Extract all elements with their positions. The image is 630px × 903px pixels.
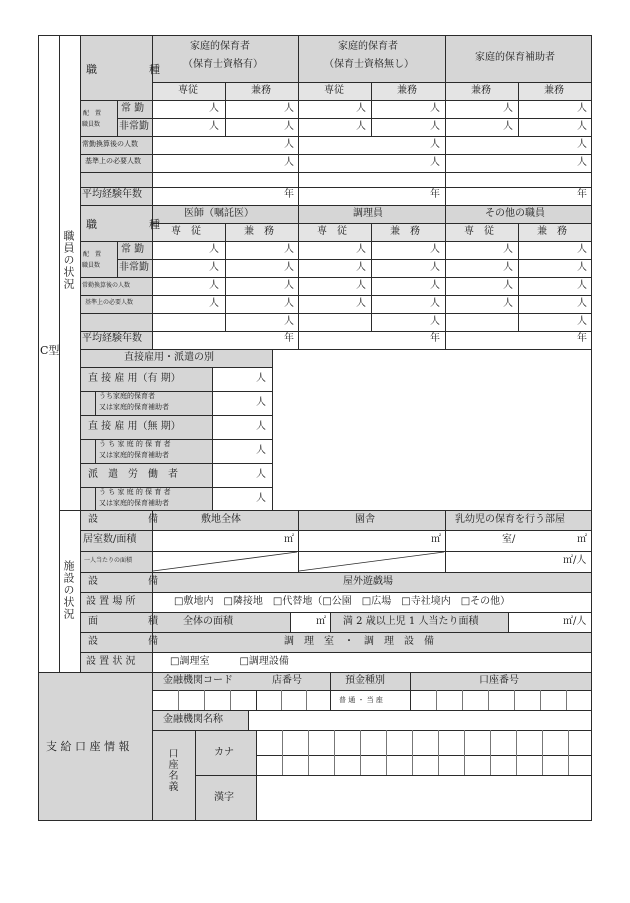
unit: 人 <box>430 244 440 255</box>
col-header: 園舎 <box>355 514 375 525</box>
unit: 人 <box>430 262 440 273</box>
unit: 人 <box>430 316 440 327</box>
unit: 人 <box>503 121 513 132</box>
unit: 人 <box>256 445 266 456</box>
unit: 人 <box>284 298 294 309</box>
row-label: 配 置 <box>83 251 102 258</box>
col-header: 口座番号 <box>479 675 519 686</box>
unit: 人 <box>430 139 440 150</box>
col-header: 兼務 <box>251 85 271 96</box>
unit: 室/ <box>502 534 516 545</box>
row-label: カナ <box>214 747 234 758</box>
unit: 人 <box>356 298 366 309</box>
col-header: 兼 務 <box>390 226 420 237</box>
unit: 人 <box>430 157 440 168</box>
employment-sub: 又は家庭的保育補助者 <box>99 499 169 507</box>
col-header: 店番号 <box>272 675 302 686</box>
employment-sub: 又は家庭的保育補助者 <box>99 451 169 459</box>
unit: 人 <box>430 280 440 291</box>
unit: 人 <box>577 121 587 132</box>
unit: 人 <box>356 280 366 291</box>
row-label: 漢字 <box>214 792 234 803</box>
row-label: 平均経験年数 <box>82 333 142 344</box>
unit: 人 <box>256 493 266 504</box>
unit: 年 <box>430 189 440 200</box>
col-header: 兼務 <box>397 85 417 96</box>
cat-label: 医師（嘱託医） <box>184 208 254 219</box>
row-label: 平均経験年数 <box>82 189 142 200</box>
unit: 人 <box>209 244 219 255</box>
employment-label: 派 遣 労 働 者 <box>88 469 178 480</box>
col-header: 兼 務 <box>244 226 274 237</box>
setsubi-label: 設 備 <box>88 514 168 525</box>
col-header: 専従 <box>324 85 344 96</box>
unit: 年 <box>577 189 587 200</box>
unit: 人 <box>209 121 219 132</box>
row-label: 設 置 状 況 <box>86 656 136 667</box>
section-type: C型 <box>40 344 60 357</box>
setsubi-label: 設 備 <box>88 636 168 647</box>
unit: 人 <box>356 262 366 273</box>
row-label: 設 置 場 所 <box>86 596 136 607</box>
employment-sub: う ち 家 庭 的 保 育 者 <box>99 440 171 448</box>
col-header: 乳幼児の保育を行う部屋 <box>455 514 565 525</box>
employment-label: 直 接 雇 用（有 期） <box>88 373 181 384</box>
unit: 人 <box>209 262 219 273</box>
row-label: 非常勤 <box>119 121 149 132</box>
employment-sub: うち家庭的保育者 <box>99 392 155 400</box>
col-header: 兼務 <box>471 85 491 96</box>
unit: 人 <box>577 139 587 150</box>
unit: 人 <box>577 103 587 114</box>
row-label: 満 2 歳以上児 1 人当たり面積 <box>343 616 479 627</box>
unit: 年 <box>430 333 440 344</box>
unit: 人 <box>284 139 294 150</box>
row-label: 職員数 <box>82 262 101 269</box>
cat-label: 調理員 <box>353 208 383 219</box>
unit: ㎡/人 <box>563 555 587 566</box>
unit: 人 <box>503 103 513 114</box>
unit: 人 <box>256 421 266 432</box>
unit: 人 <box>284 262 294 273</box>
facility-section-label: 施設の状況 <box>62 560 75 620</box>
row-label: 居室数/面積 <box>83 534 137 545</box>
row-label: 基準上の必要人数 <box>85 299 134 306</box>
bank-section-label: 支 給 口 座 情 報 <box>46 740 130 753</box>
row-label: 常 勤 <box>121 103 145 114</box>
unit: 人 <box>577 244 587 255</box>
unit: 人 <box>577 316 587 327</box>
cat-label: 家庭的保育者 <box>338 41 398 52</box>
col-header: 預金種別 <box>345 675 385 686</box>
cat-label: 家庭的保育者 <box>190 41 250 52</box>
col-header: 屋外遊戯場 <box>343 576 393 587</box>
col-header: 金融機関コード <box>163 675 233 686</box>
row-label: 一人当たりの面積 <box>84 557 133 564</box>
unit: 人 <box>209 103 219 114</box>
row-label: 金融機関名称 <box>163 714 223 725</box>
row-label: 常勤換算後の人数 <box>82 140 138 148</box>
unit: 人 <box>284 316 294 327</box>
unit: 人 <box>577 280 587 291</box>
row-label: 職員数 <box>82 121 101 128</box>
row-label: 非常勤 <box>119 262 149 273</box>
col-header: 専 従 <box>317 226 347 237</box>
staff-section-label: 職員の状況 <box>62 230 75 290</box>
unit: 人 <box>356 103 366 114</box>
row-label: 常 勤 <box>121 244 145 255</box>
deposit-type[interactable]: 普 通 ・ 当 座 <box>339 696 383 704</box>
unit: 人 <box>256 373 266 384</box>
employment-sub: う ち 家 庭 的 保 育 者 <box>99 488 171 496</box>
unit: 年 <box>284 333 294 344</box>
cat-label: （保育士資格有） <box>183 59 263 70</box>
unit: 人 <box>577 157 587 168</box>
col-header: 敷地全体 <box>201 514 241 525</box>
unit: 人 <box>356 244 366 255</box>
shoku-label: 職 種 <box>86 63 170 76</box>
unit: ㎡ <box>431 534 441 545</box>
unit: 年 <box>284 189 294 200</box>
unit: 人 <box>503 280 513 291</box>
row-label: 面 積 <box>88 616 168 627</box>
unit: 年 <box>577 333 587 344</box>
unit: 人 <box>284 121 294 132</box>
row-label: 基準上の必要人数 <box>85 157 141 165</box>
unit: 人 <box>430 121 440 132</box>
unit: ㎡/人 <box>563 616 587 627</box>
unit: 人 <box>430 298 440 309</box>
unit: 人 <box>209 298 219 309</box>
cat-label: 家庭的保育補助者 <box>475 52 555 63</box>
row-label: 配 置 <box>83 110 102 117</box>
unit: 人 <box>284 157 294 168</box>
unit: ㎡ <box>284 534 294 545</box>
unit: 人 <box>503 244 513 255</box>
unit: 人 <box>284 103 294 114</box>
col-header: 専 従 <box>171 226 201 237</box>
setsubi-label: 設 備 <box>88 576 168 587</box>
shoku-label: 職 種 <box>86 218 170 231</box>
unit: 人 <box>284 244 294 255</box>
col-header: 専従 <box>178 85 198 96</box>
employment-header: 直接雇用・派遣の別 <box>124 352 214 363</box>
unit: 人 <box>503 262 513 273</box>
col-header: 調 理 室 ・ 調 理 設 備 <box>284 636 434 647</box>
col-header: 兼務 <box>544 85 564 96</box>
unit: ㎡ <box>577 534 587 545</box>
cat-label: （保育士資格無し） <box>324 59 414 70</box>
unit: 人 <box>577 298 587 309</box>
unit: 人 <box>356 121 366 132</box>
unit: 人 <box>256 397 266 408</box>
unit: 人 <box>256 469 266 480</box>
row-label: 口座名義 <box>166 748 177 792</box>
unit: 人 <box>209 280 219 291</box>
unit: ㎡ <box>316 616 326 627</box>
unit: 人 <box>284 280 294 291</box>
unit: 人 <box>430 103 440 114</box>
employment-sub: 又は家庭的保育補助者 <box>99 403 169 411</box>
col-header: 兼 務 <box>537 226 567 237</box>
unit: 人 <box>503 298 513 309</box>
unit: 人 <box>577 262 587 273</box>
row-label: 常勤換算後の人数 <box>82 282 131 289</box>
col-header: 専 従 <box>464 226 494 237</box>
row-label: 全体の面積 <box>183 616 233 627</box>
cat-label: その他の職員 <box>485 208 545 219</box>
employment-label: 直 接 雇 用（無 期） <box>88 421 181 432</box>
location-options[interactable]: □敷地内 □隣接地 □代替地（□公園 □広場 □寺社境内 □その他） <box>174 596 511 607</box>
kitchen-options[interactable]: □調理室 □調理設備 <box>170 656 289 667</box>
